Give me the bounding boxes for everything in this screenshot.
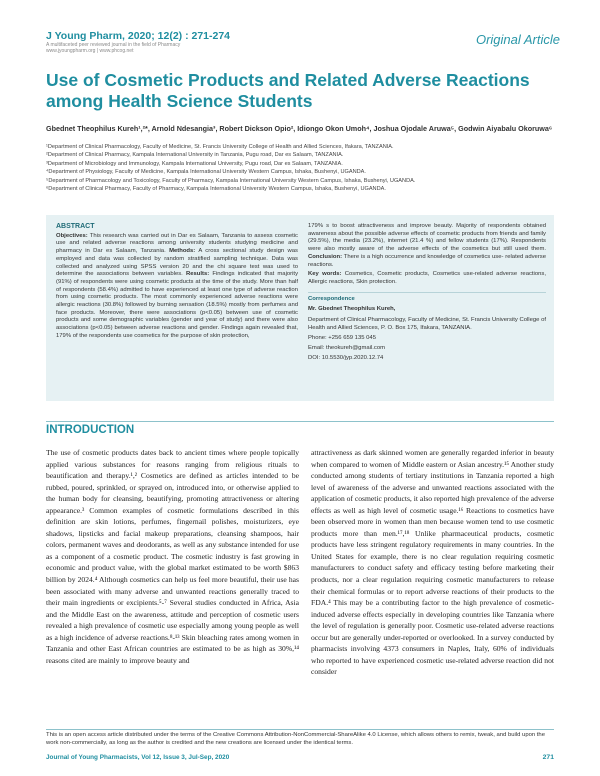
introduction-heading: INTRODUCTION: [46, 424, 135, 436]
correspondence-email[interactable]: Email: theokureh@gmail.com: [308, 345, 386, 352]
journal-subtitle-line1: A multifaceted peer reviewed journal in the field of Pharmacy: [46, 42, 181, 48]
abstract-body-continued: [308, 223, 546, 269]
footer-journal-issue: Journal of Young Pharmacists, Vol 12, Issue 3, Jul-Sep, 2020: [46, 754, 230, 761]
intro-paragraph-left: The use of cosmetic products dates back to ancient times where people topically applied various substances for reasons ranging from religious rituals to beautification and therapy.¹,² Cosmetics are defined as articles intended to be rubbed, poured, sprinkled, or sprayed on, introduced into, or otherwise applied to the human body for cleansing, beautifying, promoting attractiveness or altering appearance.³ Common examples of cosmetic formulations described in this definition are skin lotions, perfumes, fingernail polishes, moisturizers, eye shadows, lipsticks and facial makeup preparations, cleansing shampoos, hair colors, permanent waves and deodorants, as well as any substance intended for use as a component of a cosmetic product. The cosmetic industry is fast growing in economic and product value, with the global market estimated to be worth $863 billion by 2024.⁴ Although cosmetics can help us feel more beautiful, their use has been associated with many adverse and unwanted reactions generally traced to their main ingredients or excipients.⁵-⁷ Several studies conducted in Africa, Asia and the Middle East on the awareness, attitude and perception of cosmetic users revealed a high prevalence of cosmetic use especially among young people as well as a high incidence of adverse reactions.⁸-¹³ Skin bleaching rates among women in Tanzania and other East African countries are estimated to be as high as 30%,¹⁴ reasons cited are mainly to improve beauty and: [46, 448, 299, 665]
objectives-label: Objectives:: [56, 232, 88, 239]
abstract-right-column: [308, 223, 546, 363]
intro-left-column: [46, 447, 299, 666]
affiliation-item: ⁴Department of Physiology, Faculty of Medicine, Kampala International University Western Campus, Ishaka, Bushenyi, UGANDA.: [46, 169, 366, 176]
page-number: 271: [542, 754, 554, 761]
conclusion-text: There is a high occurrence and knowledge of cosmetics use- related adverse reactions.: [308, 253, 546, 268]
conclusion-label: Conclusion:: [308, 253, 343, 260]
article-title: Use of Cosmetic Products and Related Adverse Reactions among Health Science Students: [46, 70, 530, 111]
objectives-text: This research was carried out in Dar es Salaam, Tanzania to assess cosmetic use and related adverse reactions among university students studying medicine and pharmacy in Dar es Salaam, Tanzania.: [56, 232, 298, 255]
abstract-box: [46, 215, 554, 401]
results-label: Results:: [185, 271, 210, 278]
abstract-body: [56, 233, 298, 341]
keywords-label: Key words:: [308, 271, 342, 278]
keywords-text: Cosmetics, Cosmetic products, Cosmetics use-related adverse reactions, Allergic reactions, Skin protection.: [308, 271, 546, 285]
abstract-heading: ABSTRACT: [56, 223, 95, 230]
correspondence-phone: Phone: +256 659 135 045: [308, 335, 376, 342]
correspondence-doi[interactable]: DOI: 10.5530/jyp.2020.12.74: [308, 354, 384, 361]
correspondence-name: Mr. Gbednet Theophilus Kureh,: [308, 306, 396, 313]
correspondence-address: Department of Clinical Pharmacology, Faculty of Medicine, St. Francis University College of Health and Allied Sciences, P. O. Box 175, Ifakara, TANZANIA.: [308, 317, 546, 331]
journal-website[interactable]: www.jyoungpharm.org | www.phcog.net: [46, 48, 134, 54]
license-notice: This is an open access article distributed under the terms of the Creative Commons Attribution-NonCommercial-ShareAlike 4.0 License, which allows others to remix, tweak, and build upon the work non-commercially, as long as the author is credited and the new creations are licensed under the identical terms.: [46, 732, 545, 746]
correspondence-block: [308, 292, 546, 363]
keywords: [308, 271, 546, 286]
correspondence-heading: Correspondence: [308, 295, 355, 302]
journal-citation: J Young Pharm, 2020; 12(2) : 271-274: [46, 30, 231, 42]
affiliation-item: ¹Department of Clinical Pharmacology, Faculty of Medicine, St. Francis University College of Health and Allied Sciences, Ifakara, TANZANIA.: [46, 144, 394, 150]
article-type: Original Article: [475, 32, 560, 47]
journal-subtitle: [46, 42, 180, 54]
affiliation-item: ⁶Department of Clinical Pharmacy, Faculty of Pharmacy, Kampala International University Western Campus, Ishaka, Bushenyi, UGANDA.: [46, 186, 386, 193]
results-continued-text: 179% s to boost attractiveness and improve beauty. Majority of respondents obtained awareness about the possible adverse effects of cosmetic products from friends and family (29.5%), the media (23.2%), internet (21.4 %) and fellow students (17%). Respondents were also mostly aware of the adverse effects of the cosmetics but still used them.: [308, 223, 546, 253]
intro-right-column: [311, 447, 554, 678]
abstract-left-column: [56, 223, 298, 341]
affiliation-item: ⁵Department of Pharmacology and Toxicology, Faculty of Pharmacy, Kampala International University Western Campus, Ishaka, Bushenyi, UGANDA.: [46, 177, 416, 184]
affiliation-item: ³Department of Microbiology and Immunology, Kampala International University, Pugu road, Dar es Salaam, TANZANIA.: [46, 160, 343, 167]
license-divider: [46, 729, 554, 730]
methods-label: Methods:: [169, 248, 196, 255]
intro-paragraph-right: attractiveness as dark skinned women are generally regarded inferior in beauty when compared to women of Middle eastern or Asian ancestry.¹⁵ Another study conducted among students of tertiary institutions in Tanzania reported a high level of awareness of the adverse and unwanted reactions associated with the application of cosmetic products, it also reported high prevalence of the adverse effects as well as high level of cosmetic usage.¹⁶ Reactions to cosmetics have been observed more in women than men because women tend to use cosmetic products more than men.¹⁷,¹⁸ Unlike pharmaceutical products, cosmetic products have less stringent regulatory requirements in many countries. In the United States for example, there is no clear regulation requiring cosmetic manufacturers to conduct safety and efficacy testing before marketing their products, nor a clear regulation requiring cosmetic manufacturers to release their chemical formulas or to report adverse reactions of their products to the FDA.⁴ This may be a contributing factor to the high prevalence of cosmetic-induced adverse effects especially in developing countries like Tanzania where the level of regulation is generally poor. Cosmetic use-related adverse reactions occur but are generally under-reported or overlooked. In a survey conducted by pharmacists involving 4373 consumers in Naples, Italy, 60% of individuals who reported to have experienced cosmetic use-related adverse reaction did not consider: [311, 448, 554, 677]
results-text: Findings indicated that majority (91%) of respondents were using cosmetic products at the time of the study. More than half of respondents (58.4%) admitted to have experienced at least one type of adverse reaction from using cosmetic products. The most commonly experienced adverse reactions were allergic reactions (30.8%) followed by burning sensation (18.5%) mostly from perfumes and face products. Moreover, there were associations (p<0.05) between use of cosmetic products and some demographic variables (gender and year of study) and there were also associations (p<0.05) between adverse reactions and gender. Findings again revealed that, 179% of the respondents use cosmetics for the purpose of skin protection,: [56, 271, 299, 339]
methods-text: A cross sectional study design was employed and data was collected by random stratified sampling technique. Data was collected and analyzed using SPSS version 20 and the chi square test was used to determine the associations between variables.: [56, 248, 298, 278]
section-divider: [46, 421, 554, 422]
author-list: Gbednet Theophilus Kureh¹,²*, Arnold Ndesangia³, Robert Dickson Opio², Idiongo Okon Umoh⁴, Joshua Ojodale Aruwa⁵, Godwin Aiyabalu Okoruwa⁶: [46, 124, 553, 133]
affiliation-item: ²Department of Clinical Pharmacy, Kampala International University in Tanzania, Pugu road, Dar es Salaam, TANZANIA.: [46, 152, 344, 159]
affiliations: [46, 143, 561, 193]
